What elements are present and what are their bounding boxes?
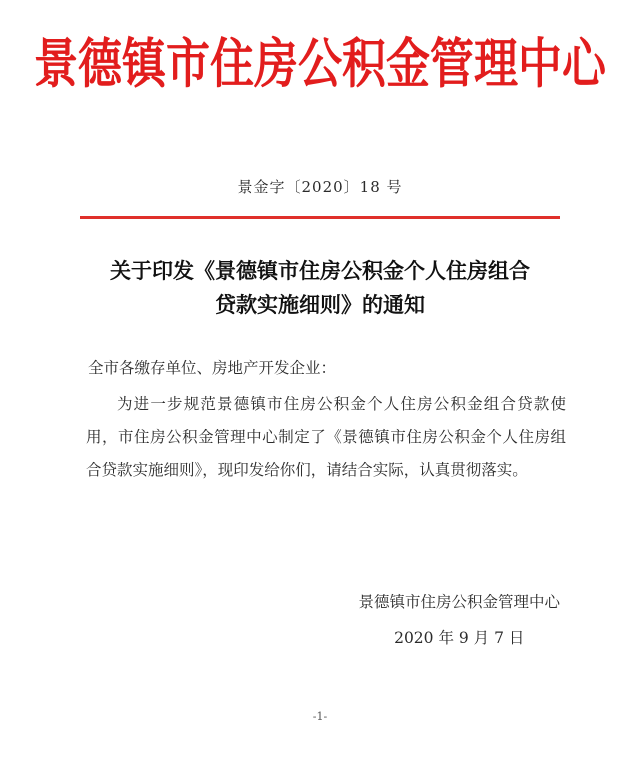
document-title-line-2: 贷款实施细则》的通知 bbox=[215, 293, 425, 317]
salutation: 全市各缴存单位、房地产开发企业： bbox=[88, 359, 337, 377]
signature-block bbox=[358, 584, 560, 656]
red-divider-rule bbox=[80, 216, 560, 219]
document-title-line-1: 关于印发《景德镇市住房公积金个人住房组合 bbox=[110, 259, 530, 283]
page-number: -1- bbox=[312, 710, 328, 723]
document-title bbox=[60, 254, 580, 322]
document-number: 景金字〔2020〕18 号 bbox=[237, 178, 403, 196]
signatory: 景德镇市住房公积金管理中心 bbox=[358, 593, 560, 611]
body-paragraph: 为进一步规范景德镇市住房公积金个人住房公积金组合贷款使用，市住房公积金管理中心制定了《景德镇市住房公积金个人住房组合贷款实施细则》，现印发给你们，请结合实际，认真贯彻落实。 bbox=[86, 395, 566, 479]
issue-date: 2020 年 9 月 7 日 bbox=[394, 629, 525, 647]
organization-header: 景德镇市住房公积金管理中心 bbox=[34, 32, 606, 96]
